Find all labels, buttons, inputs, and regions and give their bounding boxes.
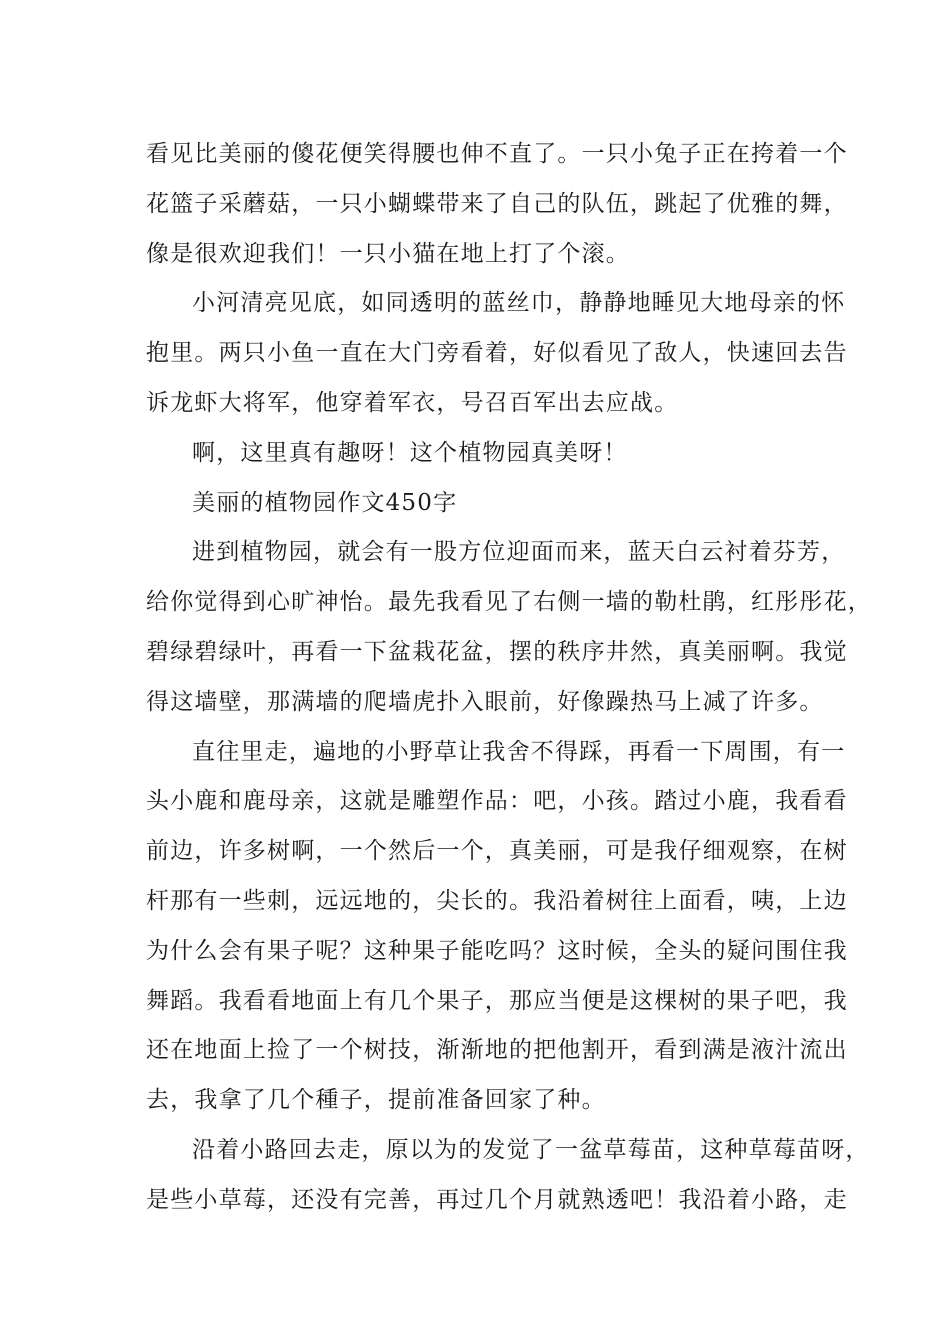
paragraph-7: [146, 1126, 870, 1226]
text-line: 给你觉得到心旷神怡。最先我看见了右侧一墙的勒杜鹃，红彤彤花，: [146, 589, 872, 616]
text-line: 为什么会有果子呢？这种果子能吃吗？这时候，全头的疑问围住我: [146, 937, 848, 964]
text-line: 杆那有一些刺，远远地的，尖长的。我沿着树往上面看，咦，上边: [146, 887, 848, 914]
text-line: 进到植物园，就会有一股方位迎面而来，蓝天白云衬着芬芳，: [192, 539, 846, 566]
document-body: [146, 130, 872, 1226]
text-line: 还在地面上捡了一个树技，渐渐地的把他割开，看到满是液汁流出: [146, 1037, 848, 1064]
section-heading: [146, 479, 836, 529]
text-line: 沿着小路回去走，原以为的发觉了一盆草莓苗，这种草莓苗呀，: [192, 1136, 870, 1163]
text-line: 小河清亮见底，如同透明的蓝丝巾，静静地睡见大地母亲的怀: [192, 290, 846, 317]
text-line: 得这墙壁，那满墙的爬墙虎扑入眼前，好像躁热马上减了许多。: [146, 688, 824, 715]
text-line: 舞蹈。我看看地面上有几个果子，那应当便是这棵树的果子吧，我: [146, 987, 848, 1014]
heading-line: 美丽的植物园作文450字: [192, 489, 458, 516]
paragraph-6: [146, 728, 848, 1126]
text-line: 是些小草莓，还没有完善，再过几个月就熟透吧！我沿着小路，走: [146, 1186, 848, 1213]
text-line: 花篮子采蘑菇，一只小蝴蝶带来了自己的队伍，跳起了优雅的舞，: [146, 190, 848, 217]
text-line: 像是很欢迎我们！一只小猫在地上打了个滚。: [146, 240, 630, 267]
paragraph-1: [146, 130, 848, 279]
text-line: 抱里。两只小鱼一直在大门旁看着，好似看见了敌人，快速回去告: [146, 340, 848, 367]
text-line: 诉龙虾大将军，他穿着军衣，号召百军出去应战。: [146, 389, 679, 416]
text-line: 前边，许多树啊，一个然后一个，真美丽，可是我仔细观察，在树: [146, 838, 848, 865]
text-line: 直往里走，遍地的小野草让我舍不得踩，再看一下周围，有一: [192, 738, 846, 765]
text-line: 看见比美丽的傻花便笑得腰也伸不直了。一只小兔子正在挎着一个: [146, 141, 848, 167]
paragraph-2: [146, 279, 848, 428]
text-line: 去，我拿了几个種子，提前准备回家了种。: [146, 1087, 606, 1114]
text-line: 啊，这里真有趣呀！这个植物园真美呀！: [192, 439, 628, 466]
text-line: 头小鹿和鹿母亲，这就是雕塑作品：吧，小孩。踏过小鹿，我看看: [146, 788, 848, 815]
paragraph-5: [146, 528, 872, 727]
paragraph-3: [146, 429, 836, 479]
text-line: 碧绿碧绿叶，再看一下盆栽花盆，摆的秩序井然，真美丽啊。我觉: [146, 638, 848, 665]
